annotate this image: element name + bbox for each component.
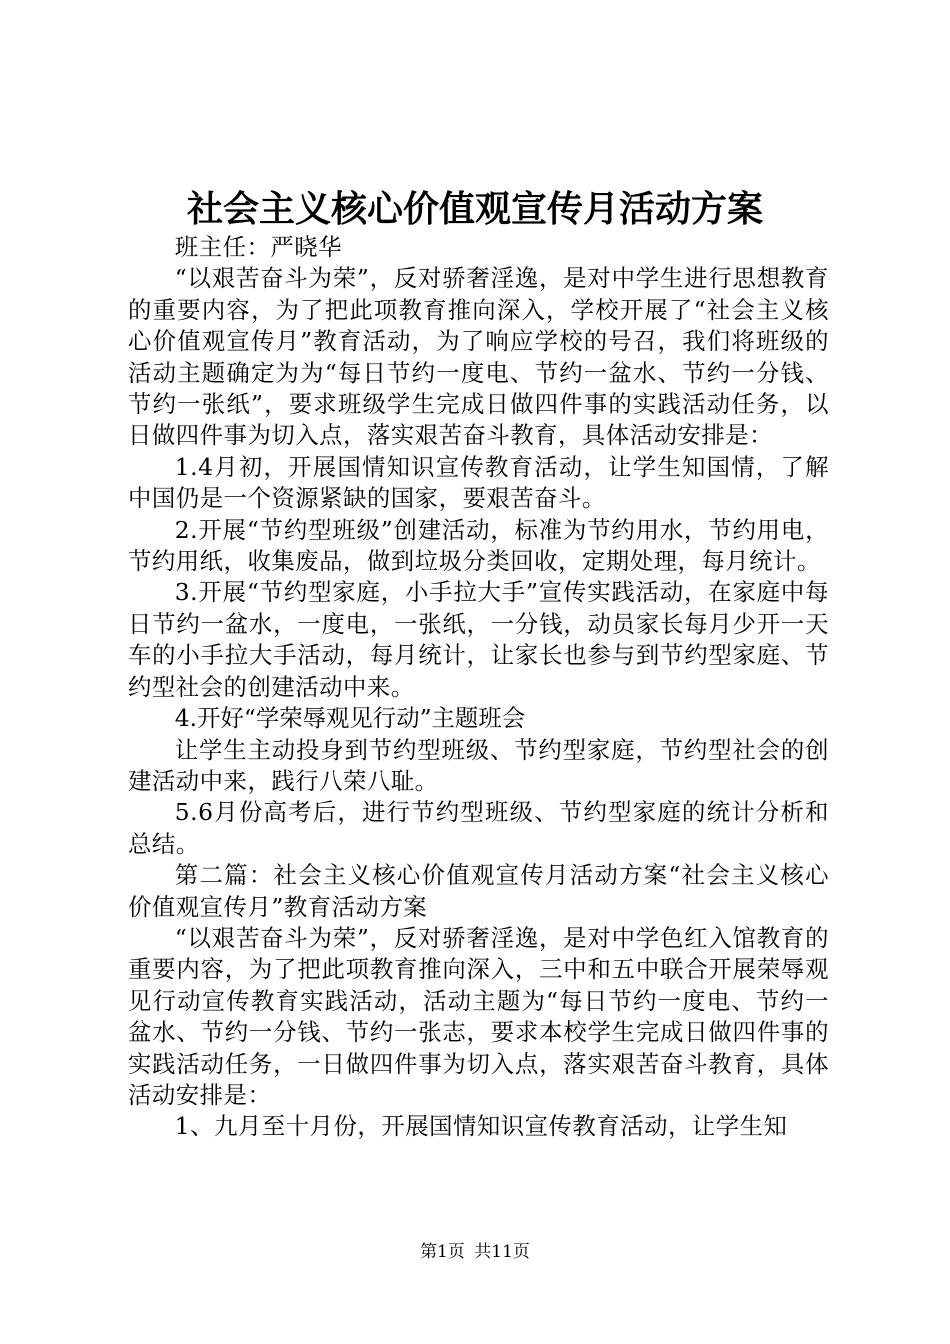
paragraph-item-3: 3.开展“节约型家庭，小手拉大手”宣传实践活动，在家庭中每日节约一盆水，一度电，一张纸，一分钱，动员家长每月少开一天车的小手拉大手活动，每月统计，让家长也参与到节约型家庭、节约型社会的创建活动中来。 (128, 578, 829, 701)
document-body (128, 232, 829, 1143)
paragraph-class-teacher: 班主任：严晓华 (174, 233, 343, 261)
paragraph-item-1: 1.4月初，开展国情知识宣传教育活动，让学生知国情，了解中国仍是一个资源紧缺的国家，要艰苦奋斗。 (128, 452, 829, 513)
paragraph-item-2: 2.开展“节约型班级”创建活动，标准为节约用水，节约用电，节约用纸，收集废品，做到垃圾分类回收，定期处理，每月统计。 (128, 515, 829, 576)
paragraph-item-4: 4.开好“学荣辱观见行动”主题班会 (174, 704, 526, 733)
paragraph-second-item-1: 1、九月至十月份，开展国情知识宣传教育活动，让学生知 (174, 1112, 788, 1141)
paragraph-second-article-title: 第二篇：社会主义核心价值观宣传月活动方案“社会主义核心价值观宣传月”教育活动方案 (128, 861, 829, 921)
page-total: 共11页 (474, 1242, 530, 1262)
document-title: 社会主义核心价值观宣传月活动方案 (186, 188, 763, 230)
paragraph-item-5: 5.6月份高考后，进行节约型班级、节约型家庭的统计分析和总结。 (128, 798, 829, 858)
page-footer (0, 1240, 950, 1264)
paragraph-intro: “以艰苦奋斗为荣”，反对骄奢淫逸，是对中学生进行思想教育的重要内容，为了把此项教育推向深入，学校开展了“社会主义核心价值观宣传月”教育活动，为了响应学校的号召，我们将班级的活动主题确定为为“每日节约一度电、节约一盆水、节约一分钱、节约一张纸”，要求班级学生完成日做四件事的实践活动任务，以日做四件事为切入点，落实艰苦奋斗教育，具体活动安排是： (128, 264, 829, 450)
paragraph-second-intro: “以艰苦奋斗为荣”，反对骄奢淫逸，是对中学色红入馆教育的重要内容，为了把此项教育推向深入，三中和五中联合开展荣辱观见行动宣传教育实践活动，活动主题为“每日节约一度电、节约一盆水、节约一分钱、节约一张志，要求本校学生完成日做四件事的实践活动任务，一日做四件事为切入点，落实艰苦奋斗教育，具体活动安排是： (128, 923, 829, 1109)
page-number: 第1页 (420, 1242, 465, 1262)
paragraph-item-4-detail: 让学生主动投身到节约型班级、节约型家庭，节约型社会的创建活动中来，践行八荣八耻。 (128, 735, 829, 795)
